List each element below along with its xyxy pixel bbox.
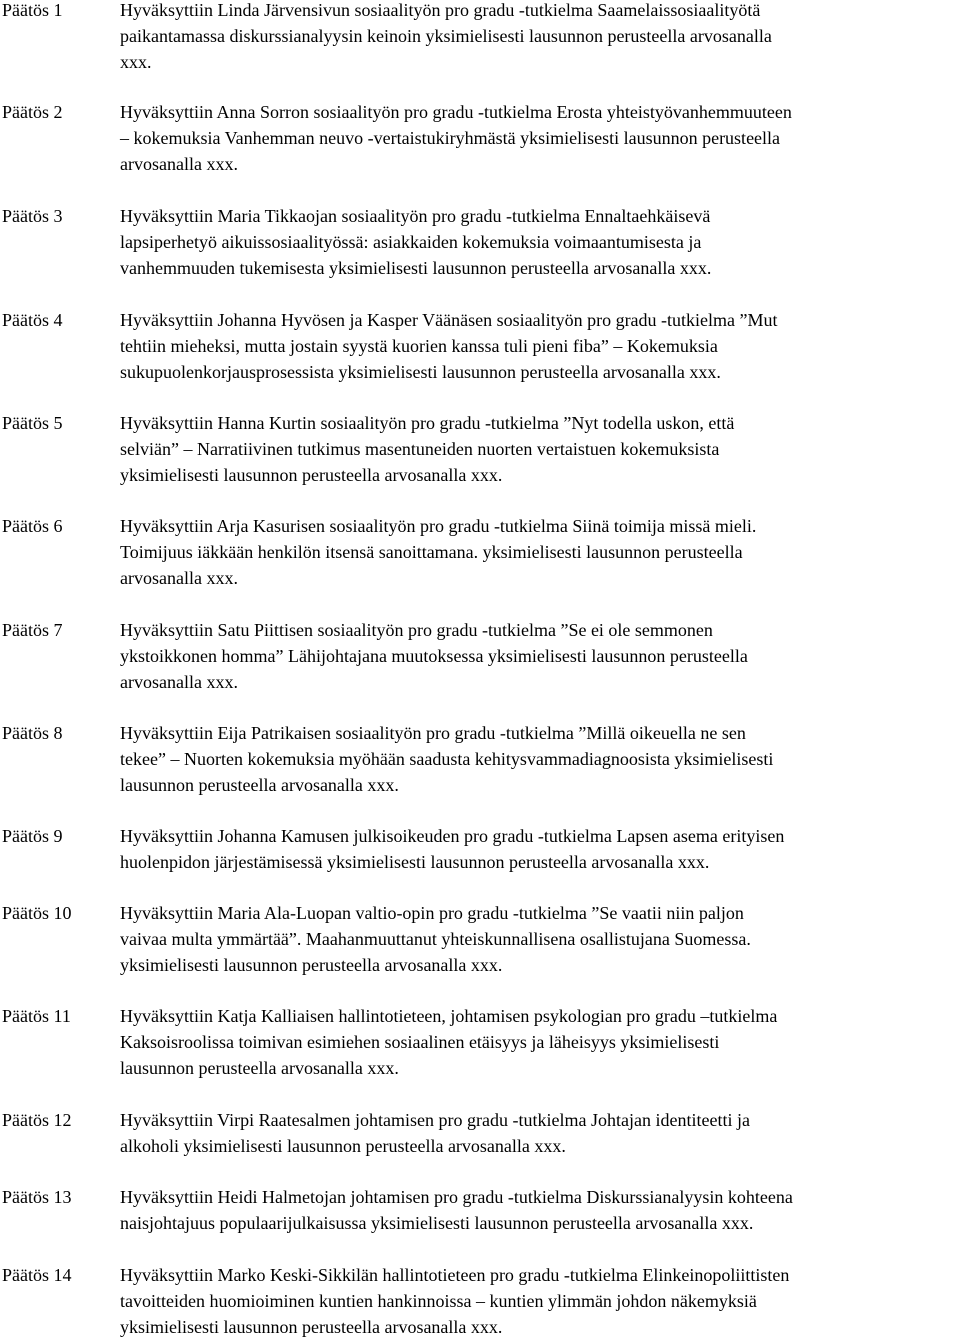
decision-text-line: Kaksoisroolissa toimivan esimiehen sosiaalinen etäisyys ja läheisyys yksimielisesti: [120, 1032, 720, 1052]
decision-text-line: Hyväksyttiin Marko Keski-Sikkilän hallintotieteen pro gradu -tutkielma Elinkeinopoliittisten: [120, 1265, 790, 1285]
decision-text-line: sukupuolenkorjausprosessista yksimielisesti lausunnon perusteella arvosanalla xxx.: [120, 362, 721, 382]
decision-text-line: tavoitteiden huomioiminen kuntien hankinnoissa – kuntien ylimmän johdon näkemyksiä: [120, 1291, 757, 1311]
decision-text-line: Hyväksyttiin Katja Kalliaisen hallintotieteen, johtamisen psykologian pro gradu –tutkielma: [120, 1006, 778, 1026]
decision-text: [120, 617, 958, 695]
decision-text: [120, 410, 958, 488]
decision-text-line: selviän” – Narratiivinen tutkimus masentuneiden nuorten vertaistuen kokemuksista: [120, 439, 720, 459]
decision-label: Päätös 13: [2, 1187, 72, 1207]
decision-text: [120, 1003, 958, 1081]
decision-label: Päätös 12: [2, 1110, 72, 1130]
decision-label: Päätös 7: [2, 620, 63, 640]
decision-label: Päätös 3: [2, 206, 63, 226]
decision-text-line: Hyväksyttiin Linda Järvensivun sosiaalityön pro gradu -tutkielma Saamelaissosiaalityötä: [120, 0, 761, 20]
decision-text-line: Hyväksyttiin Heidi Halmetojan johtamisen pro gradu -tutkielma Diskurssianalyysin kohteena: [120, 1187, 793, 1207]
decision-text-line: Hyväksyttiin Maria Ala-Luopan valtio-opin pro gradu -tutkielma ”Se vaatii niin paljon: [120, 903, 744, 923]
decision-text-line: Hyväksyttiin Satu Piittisen sosiaalityön pro gradu -tutkielma ”Se ei ole semmonen: [120, 620, 713, 640]
decision-text-line: Hyväksyttiin Maria Tikkaojan sosiaalityön pro gradu -tutkielma Ennaltaehkäisevä: [120, 206, 711, 226]
decision-text-line: Hyväksyttiin Johanna Kamusen julkisoikeuden pro gradu -tutkielma Lapsen asema erityisen: [120, 826, 785, 846]
decision-text-line: Hyväksyttiin Eija Patrikaisen sosiaalityön pro gradu -tutkielma ”Millä oikeuella ne sen: [120, 723, 746, 743]
decision-text-line: Hyväksyttiin Anna Sorron sosiaalityön pro gradu -tutkielma Erosta yhteistyövanhemmuuteen: [120, 102, 792, 122]
decision-label: Päätös 1: [2, 0, 63, 20]
decision-text: [120, 99, 958, 177]
decision-text-line: lausunnon perusteella arvosanalla xxx.: [120, 1058, 399, 1078]
decision-text: [120, 900, 958, 978]
decision-text-line: – kokemuksia Vanhemman neuvo -vertaistukiryhmästä yksimielisesti lausunnon perusteella: [120, 128, 781, 148]
decision-label: Päätös 4: [2, 310, 63, 330]
decision-text-line: alkoholi yksimielisesti lausunnon perusteella arvosanalla xxx.: [120, 1136, 566, 1156]
decision-text-line: Hyväksyttiin Virpi Raatesalmen johtamisen pro gradu -tutkielma Johtajan identiteetti ja: [120, 1110, 750, 1130]
decision-label: Päätös 2: [2, 102, 63, 122]
decision-text: [120, 307, 958, 385]
decision-text: [120, 513, 958, 591]
decision-text-line: Hyväksyttiin Hanna Kurtin sosiaalityön pro gradu -tutkielma ”Nyt todella uskon, että: [120, 413, 735, 433]
decision-text-line: tekee” – Nuorten kokemuksia myöhään saadusta kehitysvammadiagnoosista yksimielisesti: [120, 749, 774, 769]
decision-text-line: arvosanalla xxx.: [120, 154, 238, 174]
decision-text-line: vaivaa multa ymmärtää”. Maahanmuuttanut yhteiskunnallisena osallistujana Suomessa.: [120, 929, 751, 949]
decision-text-line: huolenpidon järjestämisessä yksimielisesti lausunnon perusteella arvosanalla xxx.: [120, 852, 710, 872]
decision-text-line: Hyväksyttiin Arja Kasurisen sosiaalityön pro gradu -tutkielma Siinä toimija missä mieli.: [120, 516, 757, 536]
decision-text: [120, 1107, 958, 1159]
decision-text-line: Hyväksyttiin Johanna Hyvösen ja Kasper Väänäsen sosiaalityön pro gradu -tutkielma ”Mut: [120, 310, 778, 330]
decision-text: [120, 823, 958, 875]
decision-text: [120, 720, 958, 798]
decision-text: [120, 0, 958, 75]
decision-text-line: xxx.: [120, 52, 152, 72]
decision-text-line: tehtiin mieheksi, mutta jostain syystä kuorien kanssa tuli pieni fiba” – Kokemuksia: [120, 336, 718, 356]
decision-text-line: yksimielisesti lausunnon perusteella arvosanalla xxx.: [120, 955, 503, 975]
decision-text-line: lapsiperhetyö aikuissosiaalityössä: asiakkaiden kokemuksia voimaantumisesta ja: [120, 232, 702, 252]
decision-text-line: ykstoikkonen homma” Lähijohtajana muutoksessa yksimielisesti lausunnon perusteella: [120, 646, 748, 666]
decision-text-line: vanhemmuuden tukemisesta yksimielisesti lausunnon perusteella arvosanalla xxx.: [120, 258, 712, 278]
decision-text-line: paikantamassa diskurssianalyysin keinoin yksimielisesti lausunnon perusteella arvosanalla: [120, 26, 772, 46]
decision-text: [120, 1262, 958, 1340]
decision-label: Päätös 11: [2, 1006, 71, 1026]
decision-text-line: yksimielisesti lausunnon perusteella arvosanalla xxx.: [120, 1317, 503, 1337]
decision-text-line: naisjohtajuus populaarijulkaisussa yksimielisesti lausunnon perusteella arvosanalla xxx.: [120, 1213, 754, 1233]
decision-text-line: lausunnon perusteella arvosanalla xxx.: [120, 775, 399, 795]
decision-text: [120, 1184, 958, 1236]
decision-label: Päätös 6: [2, 516, 63, 536]
decision-text-line: Toimijuus iäkkään henkilön itsensä sanoittamana. yksimielisesti lausunnon perusteella: [120, 542, 743, 562]
decision-label: Päätös 14: [2, 1265, 72, 1285]
decision-text: [120, 203, 958, 281]
decision-text-line: yksimielisesti lausunnon perusteella arvosanalla xxx.: [120, 465, 503, 485]
decision-text-line: arvosanalla xxx.: [120, 672, 238, 692]
decision-label: Päätös 10: [2, 903, 72, 923]
decision-label: Päätös 8: [2, 723, 63, 743]
decision-label: Päätös 9: [2, 826, 63, 846]
decision-text-line: arvosanalla xxx.: [120, 568, 238, 588]
decision-label: Päätös 5: [2, 413, 63, 433]
